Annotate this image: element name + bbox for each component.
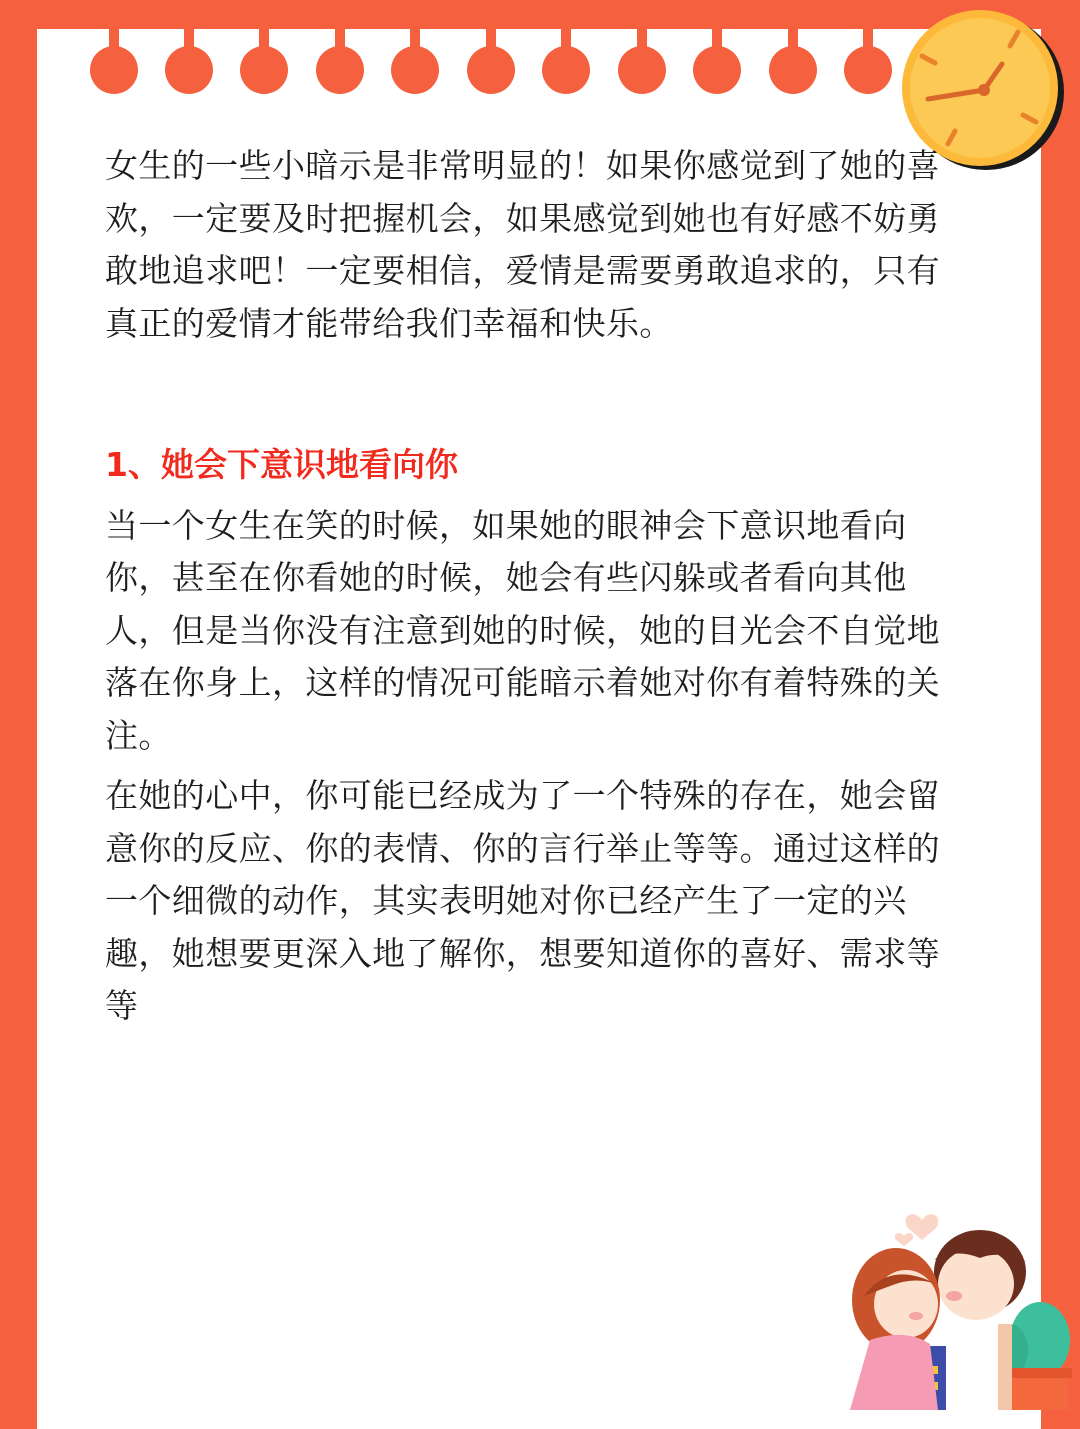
girl-figure: [850, 1248, 940, 1410]
heart-icon: [895, 1214, 938, 1246]
binding-ring: [316, 24, 364, 94]
section-heading: 1、她会下意识地看向你: [105, 445, 458, 484]
binding-ring: [844, 24, 892, 94]
couple-illustration: [830, 1200, 1080, 1410]
binding-ring: [391, 24, 439, 94]
binding-ring: [618, 24, 666, 94]
section-paragraph-1: 当一个女生在笑的时候，如果她的眼神会下意识地看向你，甚至在你看她的时候，她会有些闪躲或者看向其他人，但是当你没有注意到她的时候，她的目光会不自觉地落在你身上，这样的情况可能暗示着她对你有着特殊的关注。: [105, 505, 940, 755]
article-content: [105, 140, 940, 1033]
binding-ring: [693, 24, 741, 94]
binding-ring: [90, 24, 138, 94]
binding-ring: [542, 24, 590, 94]
section-paragraph-2: 在她的心中，你可能已经成为了一个特殊的存在，她会留意你的反应、你的表情、你的言行举止等等。通过这样的一个细微的动作，其实表明她对你已经产生了一定的兴趣，她想要更深入地了解你，想要知道你的喜好、需求等等: [105, 776, 940, 1025]
binding-ring: [467, 24, 515, 94]
intro-paragraph: 女生的一些小暗示是非常明显的！如果你感觉到了她的喜欢，一定要及时把握机会，如果感觉到她也有好感不妨勇敢地追求吧！一定要相信，爱情是需要勇敢追求的，只有真正的爱情才能带给我们幸福和快乐。: [105, 146, 940, 343]
binding-ring: [769, 24, 817, 94]
binding-ring: [240, 24, 288, 94]
binding-ring: [165, 24, 213, 94]
